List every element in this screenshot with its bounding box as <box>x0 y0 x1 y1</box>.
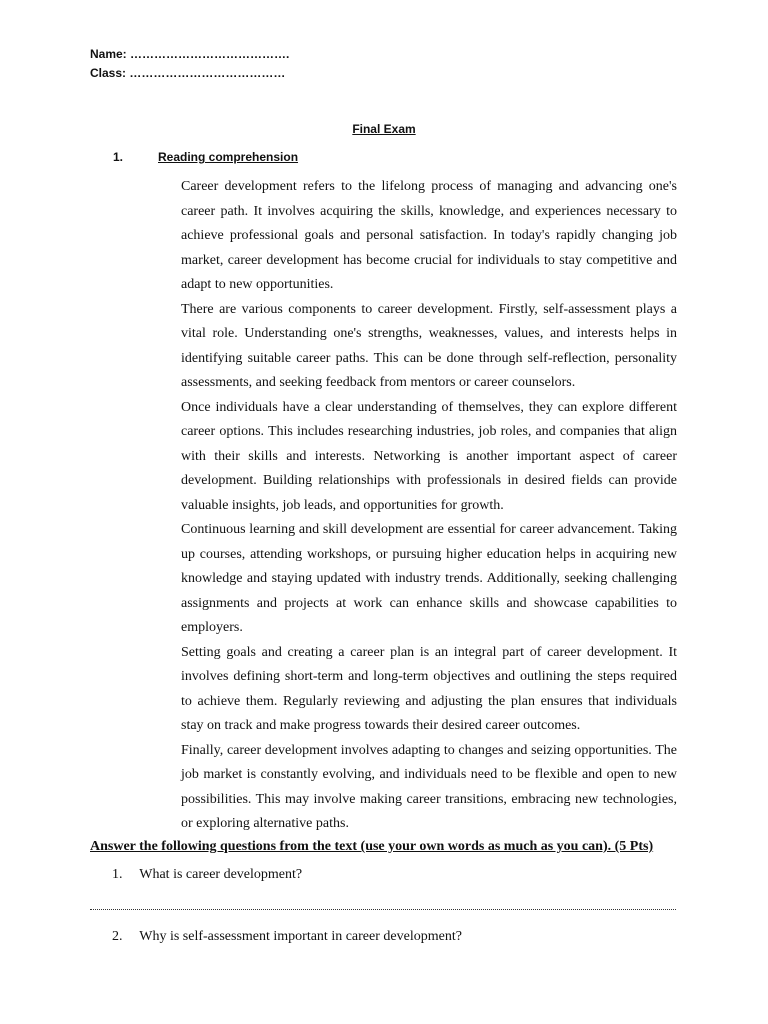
question-text: Why is self-assessment important in career development? <box>139 929 462 944</box>
passage-paragraph: Finally, career development involves adapting to changes and seizing opportunities. The job market is constantly evolving, and individuals need to be flexible and open to new possibilities. This may involve making career transitions, embracing new technologies, or exploring alternative paths. <box>181 742 677 831</box>
class-field <box>90 65 285 81</box>
passage-paragraph: Career development refers to the lifelong process of managing and advancing one's career path. It involves acquiring the skills, knowledge, and experiences necessary to achieve professional goals and personal satisfaction. In today's rapidly changing job market, career development has become crucial for individuals to stay competitive and adapt to new opportunities. <box>181 179 677 292</box>
passage-paragraph: There are various components to career development. Firstly, self-assessment plays a vital role. Understanding one's strengths, weaknesses, values, and interests helps in identifying suitable career paths. This can be done through self-reflection, personality assessments, and seeking feedback from mentors or career counselors. <box>181 301 677 390</box>
name-blank: …………………………………. <box>130 47 290 61</box>
question-item <box>112 867 302 883</box>
questions-instruction: Answer the following questions from the text (use your own words as much as you can). (5 Pts) <box>90 839 654 854</box>
question-number: 2. <box>112 929 123 944</box>
reading-passage <box>181 175 677 837</box>
question-item <box>112 929 462 945</box>
answer-line[interactable] <box>90 909 676 910</box>
question-text: What is career development? <box>139 867 303 882</box>
passage-paragraph: Setting goals and creating a career plan is an integral part of career development. It involves defining short-term and long-term objectives and outlining the steps required to achieve them. Regularly reviewing and adjusting the plan ensures that individuals stay on track and make progress towards their desired career outcomes. <box>181 644 677 733</box>
question-number: 1. <box>112 867 123 882</box>
class-blank: ………………………………… <box>129 66 286 80</box>
class-label: Class: <box>90 66 127 80</box>
exam-title: Final Exam <box>352 122 416 136</box>
name-field <box>90 46 289 62</box>
name-label: Name: <box>90 47 127 61</box>
passage-paragraph: Continuous learning and skill development are essential for career advancement. Taking up courses, attending workshops, or pursuing higher education helps in acquiring new knowledge and staying updated with industry trends. Additionally, seeking challenging assignments and projects at work can enhance skills and showcase capabilities to employers. <box>181 522 677 635</box>
section-title: Reading comprehension <box>158 150 299 164</box>
section-number: 1. <box>113 150 124 164</box>
passage-paragraph: Once individuals have a clear understanding of themselves, they can explore different career options. This includes researching industries, job roles, and companies that align with their skills and interests. Networking is another important aspect of career development. Building relationships with professionals in desired fields can provide valuable insights, job leads, and opportunities for growth. <box>181 399 677 513</box>
